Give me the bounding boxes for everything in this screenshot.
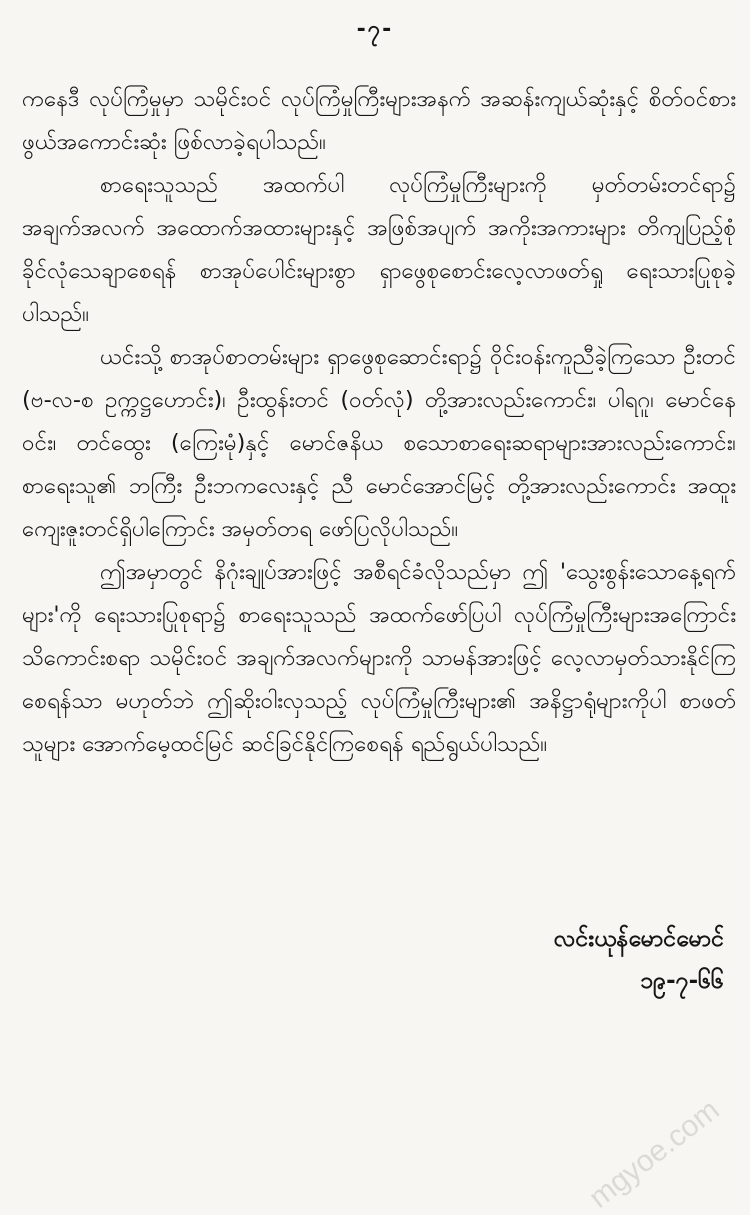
body-text <box>22 78 736 766</box>
paragraph-2: စာရေးသူသည် အထက်ပါ လုပ်ကြံမှုကြီးများကို မှတ်တမ်းတင်ရာ၌ အချက်အလက် အထောက်အထားများနှင့် အဖြစ်အပျက် အကိုးအကားများ တိကျပြည့်စုံ ခိုင်လုံသေချာစေရန် စာအုပ်ပေါင်းများစွာ ရှာဖွေစုစောင်းလေ့လာဖတ်ရှု ရေးသားပြုစုခဲ့ပါသည်။ <box>22 172 736 327</box>
paragraph-3: ယင်းသို့ စာအုပ်စာတမ်းများ ရှာဖွေစုဆောင်းရာ၌ ဝိုင်းဝန်းကူညီခဲ့ကြသော ဦးတင် (ဗ-လ-စ ဥက္ကဋ္ဌဟောင်း)၊ ဦးထွန်းတင် (ဝတ်လုံ) တို့အားလည်းကောင်း၊ ပါရဂူ၊ မောင်နေဝင်း၊ တင်ထွေး (ကြေးမုံ)နှင့် မောင်ဇနိယ စသောစာရေးဆရာများအားလည်းကောင်း၊ စာရေးသူ၏ ဘကြီး ဦးဘကလေးနှင့် ညီ မောင်အောင်မြင့် တို့အားလည်းကောင်း အထူးကျေးဇူးတင်ရှိပါကြောင်း အမှတ်တရ ဖော်ပြလိုပါသည်။ <box>22 344 736 542</box>
author-name: လင်းယုန်မောင်မောင် <box>553 926 724 952</box>
signature-date: ၁၉-၇-၆၆ <box>640 968 724 994</box>
paragraph-1: ကနေဒီ လုပ်ကြံမှုမှာ သမိုင်းဝင် လုပ်ကြံမှုကြီးများအနက် အဆန်းကျယ်ဆုံးနှင့် စိတ်ဝင်စားဖွယ်အကောင်းဆုံး ဖြစ်လာခဲ့ရပါသည်။ <box>22 86 736 155</box>
page-number: -၇- <box>356 17 394 42</box>
signature-block <box>364 918 724 1002</box>
paragraph-4: ဤအမှာတွင် နိဂုံးချုပ်အားဖြင့် အစီရင်ခံလိုသည်မှာ ဤ 'သွေးစွန်းသောနေ့ရက်များ'ကို ရေးသားပြုစုရာ၌ စာရေးသူသည် အထက်ဖော်ပြပါ လုပ်ကြံမှုကြီးများအကြောင်း သိကောင်းစရာ သမိုင်းဝင် အချက်အလက်များကို သာမန်အားဖြင့် လေ့လာမှတ်သားနိုင်ကြစေရန်သာ မဟုတ်ဘဲ ဤဆိုးဝါးလှသည့် လုပ်ကြံမှုကြီးများ၏ အနိဋ္ဌာရုံများကိုပါ စာဖတ်သူများ အောက်မေ့ထင်မြင် ဆင်ခြင်နိုင်ကြစေရန် ရည်ရွယ်ပါသည်။ <box>22 559 736 757</box>
watermark: mgyoe.com <box>582 1093 726 1215</box>
